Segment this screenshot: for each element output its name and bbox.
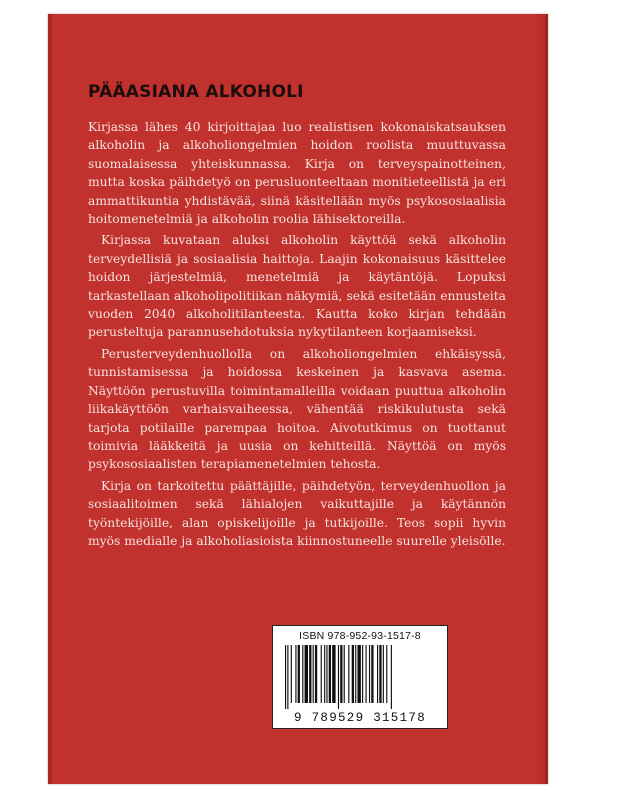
blurb-paragraph-2: Kirjassa kuvataan aluksi alkoholin käyttöä sekä alkoholin terveydellisiä ja sosiaalisia haittoja. Laajin kokonaisuus käsittelee hoidon järjestelmiä, menetelmiä ja käytäntöjä. Lopuksi tarkastellaan alkoholipolitiikan näkymiä, sekä esitetään ennusteita vuoden 2040 alkoholitilanteesta. Kautta koko kirjan tehdään perusteltuja parannusehdotuksia nykytilanteen korjaamiseksi.	[88, 233, 506, 340]
blurb-text	[88, 118, 506, 553]
barcode-bar	[348, 645, 349, 703]
barcode-bar	[379, 645, 381, 703]
barcode-bar	[326, 645, 327, 703]
barcode-bar	[371, 645, 373, 703]
barcode-bar	[305, 645, 308, 703]
barcode-bar	[329, 645, 331, 703]
barcode-bar	[366, 645, 367, 703]
cover-edge-shadow	[538, 14, 548, 784]
barcode-bar	[295, 645, 296, 703]
barcode-bar	[383, 645, 384, 703]
barcode-bar	[324, 645, 325, 703]
barcode-bars	[283, 645, 439, 709]
barcode-bar	[291, 645, 292, 703]
blurb-paragraph-1: Kirjassa lähes 40 kirjoittajaa luo realistisen kokonaiskatsauksen alkoholin ja alkoholiongelmien hoidon roolista muuttuvassa suomalaisessa yhteiskunnassa. Kirja on terveyspainotteinen, mutta koska päihdetyö on perusluonteeltaan monitieteellistä ja eri ammattikuntia yhdistävää, siinä käsitellään myös psykososiaalisia hoitomenetelmiä ja alkoholin roolia lähisektoreilla.	[88, 120, 506, 227]
barcode-bar	[386, 645, 387, 703]
barcode-bar	[285, 645, 286, 709]
barcode-bar	[332, 645, 335, 703]
barcode-digits: 9 789529 315178	[293, 711, 427, 725]
blurb-paragraph-4: Kirja on tarkoitettu päättäjille, päihdetyön, terveydenhuollon ja sosiaalitoimen sekä lähialojen vaikuttajille ja käytännön työntekijöille, alan opiskelijoille ja tutkijoille. Teos sopii hyvin myös medialle ja alkoholiasioista kiinnostuneelle suurelle yleisölle.	[88, 478, 506, 548]
barcode-bar	[340, 645, 342, 703]
isbn-text: ISBN 978-952-93-1517-8	[299, 630, 421, 642]
blurb-paragraph-3: Perusterveydenhuollolla on alkoholiongelmien ehkäisyssä, tunnistamisessa ja hoidossa keskeinen ja kasvava asema. Näyttöön perustuvilla toimintamalleilla voidaan puuttua alkoholin liikakäyttöön varhaisvaiheessa, vähentää riskikulutusta sekä tarjota potilaille parempaa hoitoa. Aivotutkimus on tuottanut toimivia lääkkeitä ja uusia on kehitteillä. Näyttöä on myös psykososiaalisten terapiamenetelmien tehosta.	[88, 346, 506, 472]
barcode-bar	[391, 645, 392, 709]
barcode-bar	[357, 645, 360, 703]
barcode-bar	[298, 645, 300, 703]
barcode-bar	[338, 645, 339, 709]
barcode-bar	[302, 645, 303, 703]
barcode-bar	[344, 645, 345, 703]
barcode-label	[272, 625, 448, 729]
barcode-bar	[287, 645, 288, 709]
barcode-bar	[309, 645, 311, 703]
barcode-bar	[313, 645, 314, 703]
barcode-bar	[315, 645, 317, 703]
barcode-bar	[321, 645, 322, 703]
barcode-bar	[377, 645, 378, 703]
barcode-bar	[355, 645, 356, 703]
book-title: PÄÄASIANA ALKOHOLI	[88, 82, 304, 102]
barcode-bar	[352, 645, 354, 703]
barcode-bar	[369, 645, 370, 703]
barcode-bar	[362, 645, 363, 703]
